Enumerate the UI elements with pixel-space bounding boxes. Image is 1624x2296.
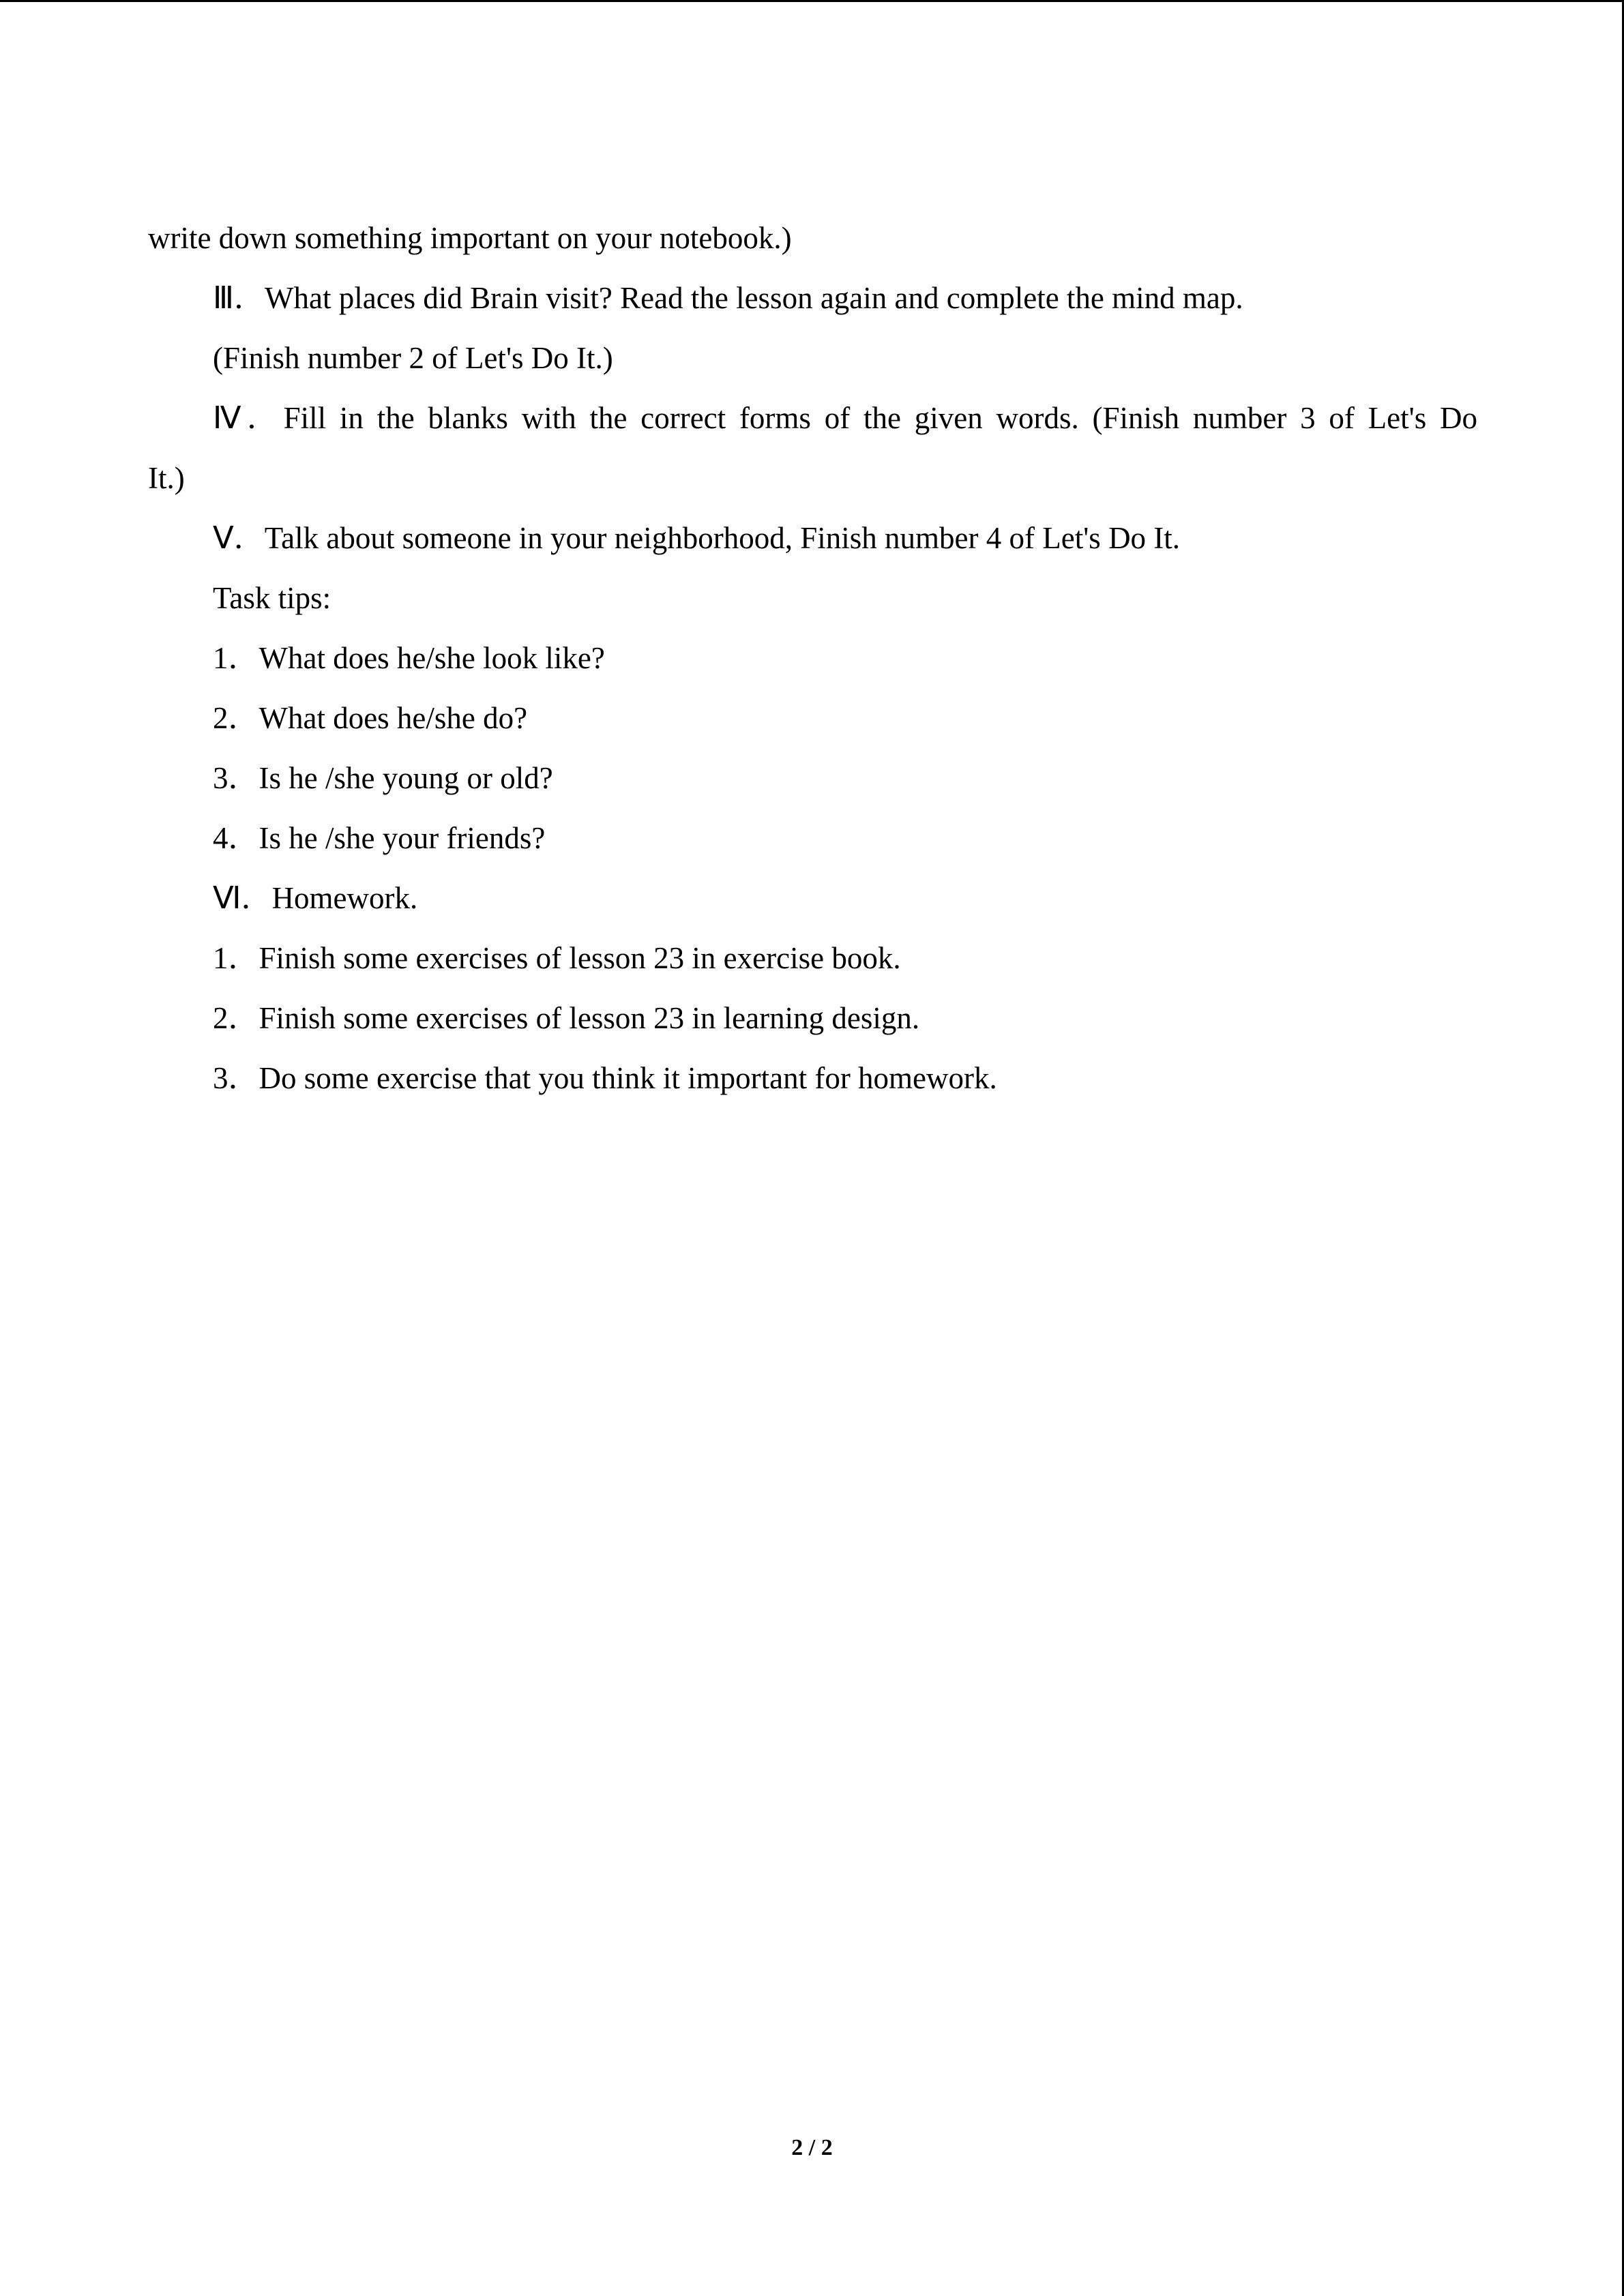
section-vi-heading: Ⅵ．Homework. xyxy=(213,881,418,915)
homework-item: 3．Do some exercise that you think it important for homework. xyxy=(213,1061,997,1095)
task-tip-item: 1．What does he/she look like? xyxy=(213,641,605,675)
section-iii-line: Ⅲ．What places did Brain visit? Read the lesson again and complete the mind map. xyxy=(213,281,1243,315)
section-iii-note: (Finish number 2 of Let's Do It.) xyxy=(213,341,613,375)
section-v-line: Ⅴ．Talk about someone in your neighborhood, Finish number 4 of Let's Do It. xyxy=(213,521,1181,555)
section-iv-continuation: It.) xyxy=(148,461,185,495)
text-line-notebook: write down something important on your notebook.) xyxy=(148,221,792,255)
homework-item: 2．Finish some exercises of lesson 23 in learning design. xyxy=(213,1001,920,1035)
task-tip-item: 3．Is he /she young or old? xyxy=(213,761,553,795)
section-iv-line: Ⅳ．Fill in the blanks with the correct forms of the given words. (Finish number 3 of Let's Do xyxy=(213,401,1477,435)
task-tip-item: 2．What does he/she do? xyxy=(213,701,528,735)
task-tip-item: 4．Is he /she your friends? xyxy=(213,821,546,855)
task-tips-heading: Task tips: xyxy=(213,581,331,615)
homework-item: 1．Finish some exercises of lesson 23 in exercise book. xyxy=(213,941,901,975)
page-number: 2 / 2 xyxy=(791,2135,833,2160)
